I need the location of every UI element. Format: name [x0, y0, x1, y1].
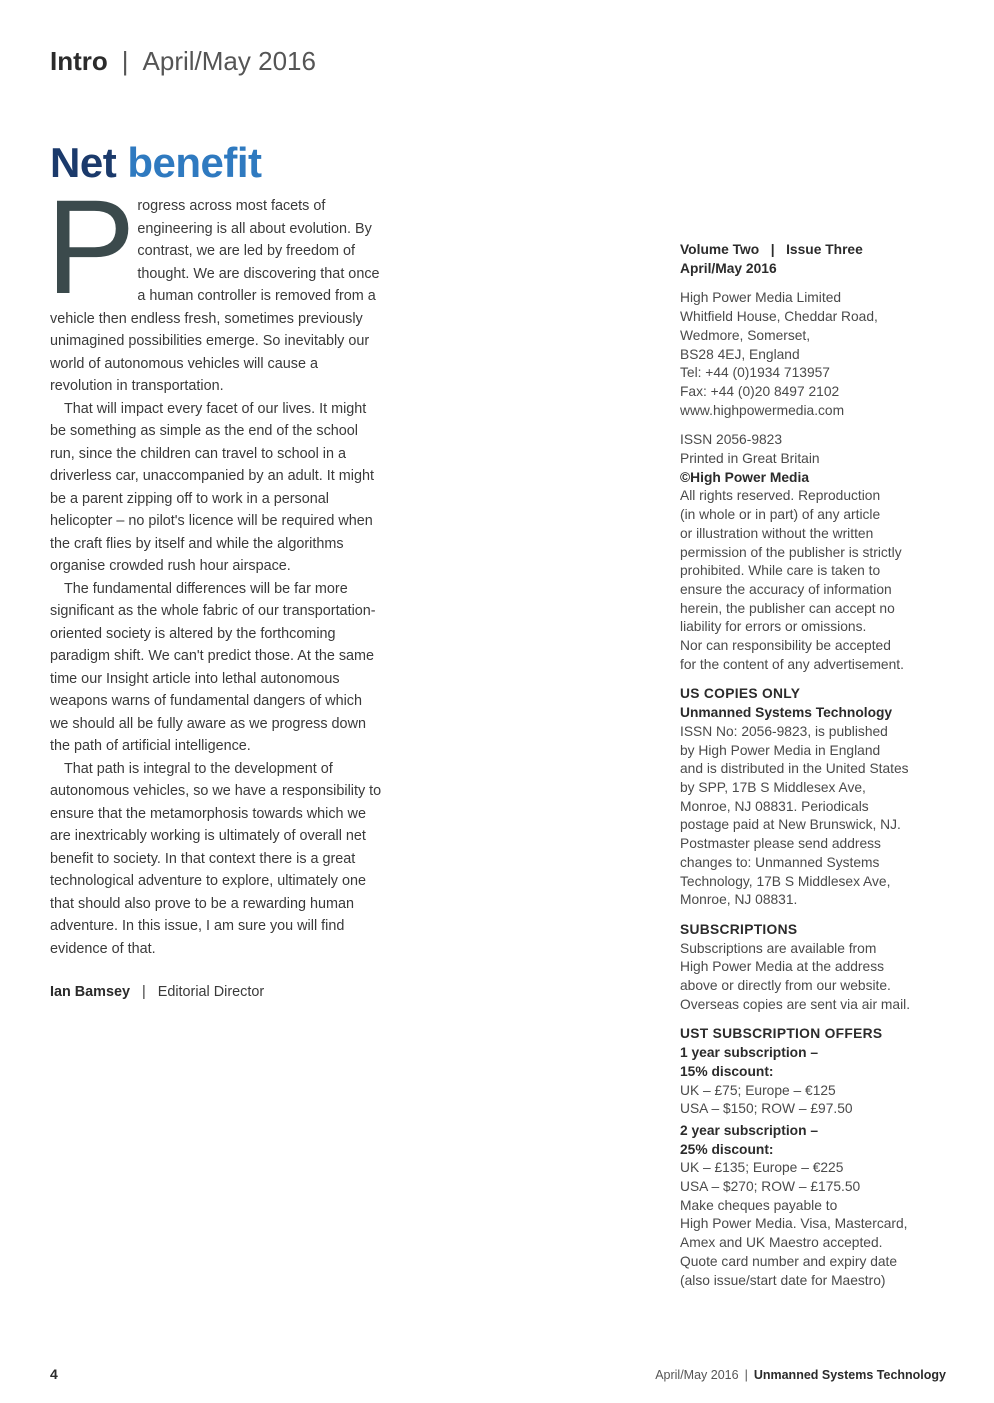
- footer-separator: |: [744, 1368, 748, 1382]
- offer-2: [680, 1122, 942, 1197]
- address-line: Whitfield House, Cheddar Road,: [680, 309, 878, 325]
- rights-line: liability for errors or omissions.: [680, 619, 867, 635]
- issue-label: Issue Three: [786, 242, 863, 257]
- author-name: Ian Bamsey: [50, 984, 130, 1000]
- subs-line: Overseas copies are sent via air mail.: [680, 996, 911, 1012]
- subs-line: above or directly from our website.: [680, 978, 891, 994]
- paragraph-1-text: rogress across most facets of engineering is all about evolution. By contrast, we are led by freedom of thought. We are discovering that once a human controller is removed from a vehicle then endless fresh, sometimes previously unimagined possibilities emerge. So inevitably our world of autonomous vehicles will cause a revolution in transportation.: [50, 198, 380, 394]
- subs-line: High Power Media at the address: [680, 959, 884, 975]
- us-line: by SPP, 17B S Middlesex Ave,: [680, 779, 866, 795]
- page-number: 4: [50, 1366, 58, 1382]
- rights-line: Nor can responsibility be accepted: [680, 638, 891, 654]
- payment-line: High Power Media. Visa, Mastercard,: [680, 1216, 908, 1232]
- header-date: April/May 2016: [142, 46, 316, 76]
- address-line: High Power Media Limited: [680, 290, 842, 306]
- rights-line: for the content of any advertisement.: [680, 656, 904, 672]
- payment-line: Make cheques payable to: [680, 1197, 838, 1213]
- offer-2-prices: UK – £135; Europe – €225: [680, 1160, 844, 1176]
- address-line: BS28 4EJ, England: [680, 346, 800, 362]
- section-label: Intro: [50, 46, 108, 76]
- running-header: [50, 44, 316, 78]
- header-separator: |: [121, 46, 129, 76]
- subscription-offers: [680, 1025, 942, 1290]
- us-line: postage paid at New Brunswick, NJ.: [680, 817, 901, 833]
- us-line: and is distributed in the United States: [680, 761, 909, 777]
- subscriptions-info: [680, 921, 942, 1015]
- subs-line: Subscriptions are available from: [680, 940, 877, 956]
- title-part-2: benefit: [127, 139, 262, 186]
- subscriptions-heading: SUBSCRIPTIONS: [680, 921, 798, 937]
- rights-line: prohibited. While care is taken to: [680, 563, 881, 579]
- issue-date: April/May 2016: [680, 260, 777, 276]
- rights-line: permission of the publisher is strictly: [680, 544, 902, 560]
- running-footer: [655, 1368, 946, 1382]
- us-line: changes to: Unmanned Systems: [680, 854, 880, 870]
- footer-date: April/May 2016: [655, 1368, 739, 1382]
- article-body: [46, 173, 382, 960]
- us-line: ISSN No: 2056-9823, is published: [680, 723, 888, 739]
- rights-line: ensure the accuracy of information: [680, 581, 892, 597]
- volume-label: Volume Two: [680, 242, 760, 257]
- copyright: ©High Power Media: [680, 469, 809, 485]
- signature-separator: |: [142, 984, 146, 1000]
- payment-line: Amex and UK Maestro accepted.: [680, 1235, 883, 1251]
- offer-1-discount: 15% discount:: [680, 1063, 774, 1079]
- issue-info: [680, 241, 942, 278]
- offer-2-discount: 25% discount:: [680, 1141, 774, 1157]
- paragraph-4: That path is integral to the development of autonomous vehicles, so we have a responsibility to ensure that the metamorphosis towards which we are inextricably working is ultimately of overall net benefit to society. In that context there is a great technological adventure to explore, ultimately one that should also prove to be a rewarding human adventure. In this issue, I am sure you will find evidence of that.: [50, 760, 382, 957]
- printed-in: Printed in Great Britain: [680, 451, 820, 467]
- issn: ISSN 2056-9823: [680, 432, 783, 448]
- drop-cap: P: [46, 173, 136, 322]
- address-line: Wedmore, Somerset,: [680, 327, 811, 343]
- paragraph-1: [46, 173, 382, 398]
- rights-line: (in whole or in part) of any article: [680, 507, 881, 523]
- offer-1-title: 1 year subscription –: [680, 1045, 819, 1061]
- rights-line: All rights reserved. Reproduction: [680, 488, 881, 504]
- us-line: Postmaster please send address: [680, 836, 881, 852]
- offer-2-title: 2 year subscription –: [680, 1122, 819, 1138]
- offer-1-prices: UK – £75; Europe – €125: [680, 1082, 836, 1098]
- website-link[interactable]: www.highpowermedia.com: [680, 402, 845, 418]
- fax-number: Fax: +44 (0)20 8497 2102: [680, 383, 840, 399]
- us-copies-heading: US COPIES ONLY: [680, 686, 801, 702]
- author-role: Editorial Director: [157, 984, 265, 1000]
- us-line: Monroe, NJ 08831. Periodicals: [680, 798, 869, 814]
- phone-number: Tel: +44 (0)1934 713957: [680, 365, 830, 381]
- publisher-address: [680, 289, 942, 420]
- rights-line: or illustration without the written: [680, 525, 874, 541]
- rights-info: [680, 431, 942, 674]
- payment-line: Quote card number and expiry date: [680, 1253, 898, 1269]
- footer-publication: Unmanned Systems Technology: [753, 1368, 946, 1382]
- paragraph-2: That will impact every facet of our lives. It might be something as simple as the end of the school run, since the children can travel to school in a driverless car, unaccompanied by an adult. It might be a parent zipping off to work in a personal helicopter – no pilot's licence will be required when the craft flies by itself and while the algorithms organise crowded rush hour airspace.: [50, 400, 374, 574]
- payment-line: (also issue/start date for Maestro): [680, 1272, 886, 1288]
- us-publication-title: Unmanned Systems Technology: [680, 705, 893, 721]
- offer-1-prices: USA – $150; ROW – £97.50: [680, 1101, 853, 1117]
- us-line: by High Power Media in England: [680, 742, 881, 758]
- volume-issue-line: [680, 241, 942, 260]
- paragraph-3: The fundamental differences will be far more significant as the whole fabric of our transportation-oriented society is altered by the forthcoming paradigm shift. We can't predict those. At the same time our Insight article into lethal autonomous weapons warns of fundamental dangers of which we should all be fully aware as we progress down the path of artificial intelligence.: [50, 580, 376, 754]
- title-part-1: Net: [50, 139, 117, 186]
- us-line: Technology, 17B S Middlesex Ave,: [680, 873, 891, 889]
- rights-line: herein, the publisher can accept no: [680, 600, 895, 616]
- us-copies-info: [680, 685, 942, 909]
- offers-heading: UST SUBSCRIPTION OFFERS: [680, 1026, 883, 1042]
- volume-separator: |: [770, 242, 775, 257]
- us-line: Monroe, NJ 08831.: [680, 892, 798, 908]
- publication-info-sidebar: [680, 241, 942, 1301]
- author-signature: [50, 981, 264, 1003]
- offer-2-prices: USA – $270; ROW – £175.50: [680, 1179, 861, 1195]
